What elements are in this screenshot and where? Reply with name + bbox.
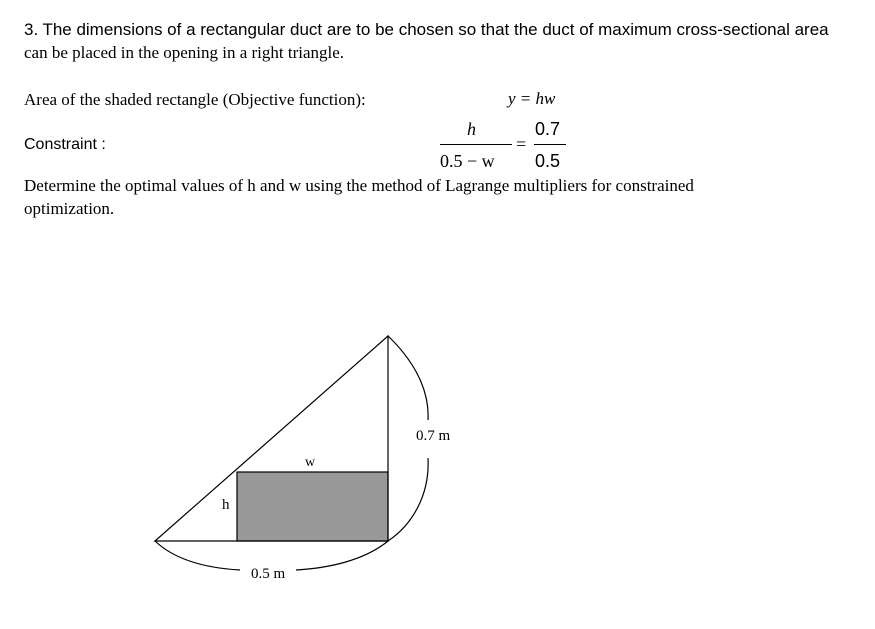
h-label: h: [222, 497, 230, 513]
objective-label: Area of the shaded rectangle (Objective function):: [24, 90, 366, 109]
task-line-1: Determine the optimal values of h and w using the method of Lagrange multipliers for constrained: [24, 176, 694, 195]
constraint-equals: =: [516, 134, 527, 154]
constraint-lhs-denominator: 0.5 − w: [440, 151, 495, 171]
base-label: 0.5 m: [251, 566, 286, 582]
problem-line-2: can be placed in the opening in a right triangle.: [24, 43, 345, 62]
height-brace-lower: [388, 458, 428, 541]
constraint-rhs-numerator: 0.7: [535, 119, 561, 139]
base-brace-right: [296, 541, 388, 570]
constraint-label: Constraint :: [24, 136, 106, 153]
height-label: 0.7 m: [416, 428, 451, 444]
constraint-rhs-denominator: 0.5: [535, 151, 561, 171]
problem-number: 3.: [24, 20, 39, 39]
constraint-lhs-numerator: h: [467, 119, 476, 139]
objective-formula: y = hw: [508, 89, 556, 108]
task-line-2: optimization.: [24, 199, 115, 218]
shaded-rectangle: [237, 472, 388, 541]
base-brace-left: [155, 541, 240, 570]
problem-text-1: The dimensions of a rectangular duct are to be chosen so that the duct of maximum cross-sectional area: [42, 20, 829, 39]
width-label: w: [305, 455, 316, 470]
height-brace-upper: [388, 336, 428, 420]
